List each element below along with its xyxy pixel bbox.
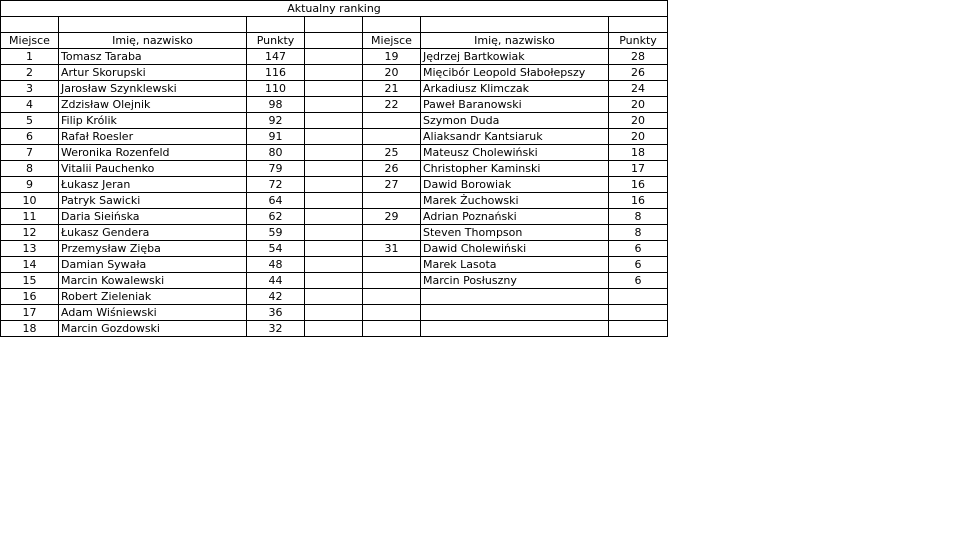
points-cell: 79: [247, 161, 305, 177]
points-cell: 91: [247, 129, 305, 145]
name-cell: Damian Sywała: [59, 257, 247, 273]
spacer-cell: [305, 273, 363, 289]
points-cell: 26: [609, 65, 668, 81]
name-cell: [421, 305, 609, 321]
blank-cell: [247, 17, 305, 33]
place-cell: 13: [1, 241, 59, 257]
spacer-cell: [305, 289, 363, 305]
header-place-right: Miejsce: [363, 33, 421, 49]
place-cell: 1: [1, 49, 59, 65]
place-cell: 8: [1, 161, 59, 177]
name-cell: Marek Lasota: [421, 257, 609, 273]
header-place-left: Miejsce: [1, 33, 59, 49]
spacer-cell: [305, 161, 363, 177]
spacer-cell: [305, 49, 363, 65]
name-cell: Arkadiusz Klimczak: [421, 81, 609, 97]
place-cell: [363, 305, 421, 321]
points-cell: [609, 289, 668, 305]
place-cell: 26: [363, 161, 421, 177]
place-cell: 2: [1, 65, 59, 81]
points-cell: 20: [609, 129, 668, 145]
place-cell: 7: [1, 145, 59, 161]
table-row: [1, 81, 668, 97]
points-cell: 20: [609, 97, 668, 113]
place-cell: 11: [1, 209, 59, 225]
name-cell: Rafał Roesler: [59, 129, 247, 145]
spacer-cell: [305, 241, 363, 257]
header-name-right: Imię, nazwisko: [421, 33, 609, 49]
name-cell: Przemysław Zięba: [59, 241, 247, 257]
points-cell: [609, 321, 668, 337]
spacer-cell: [305, 177, 363, 193]
points-cell: 64: [247, 193, 305, 209]
table-row: [1, 65, 668, 81]
name-cell: Daria Sieińska: [59, 209, 247, 225]
spacer-cell: [305, 113, 363, 129]
title-row: [1, 1, 668, 17]
blank-cell: [59, 17, 247, 33]
name-cell: Mateusz Cholewiński: [421, 145, 609, 161]
points-cell: 59: [247, 225, 305, 241]
points-cell: 20: [609, 113, 668, 129]
name-cell: Jędrzej Bartkowiak: [421, 49, 609, 65]
blank-cell: [421, 17, 609, 33]
spacer-cell: [305, 305, 363, 321]
table-row: [1, 225, 668, 241]
name-cell: [421, 289, 609, 305]
points-cell: 32: [247, 321, 305, 337]
table-row: [1, 209, 668, 225]
name-cell: Zdzisław Olejnik: [59, 97, 247, 113]
place-cell: 29: [363, 209, 421, 225]
points-cell: 17: [609, 161, 668, 177]
points-cell: 18: [609, 145, 668, 161]
ranking-table: [0, 0, 668, 337]
name-cell: Filip Królik: [59, 113, 247, 129]
place-cell: 6: [1, 129, 59, 145]
points-cell: 147: [247, 49, 305, 65]
name-cell: Adam Wiśniewski: [59, 305, 247, 321]
place-cell: 20: [363, 65, 421, 81]
place-cell: 27: [363, 177, 421, 193]
points-cell: 16: [609, 193, 668, 209]
points-cell: 110: [247, 81, 305, 97]
spacer-cell: [305, 33, 363, 49]
name-cell: Dawid Cholewiński: [421, 241, 609, 257]
points-cell: 8: [609, 209, 668, 225]
name-cell: Marcin Posłuszny: [421, 273, 609, 289]
table-row: [1, 241, 668, 257]
points-cell: 80: [247, 145, 305, 161]
points-cell: 62: [247, 209, 305, 225]
name-cell: Jarosław Szynklewski: [59, 81, 247, 97]
place-cell: [363, 193, 421, 209]
blank-row: [1, 17, 668, 33]
place-cell: [363, 257, 421, 273]
spacer-cell: [305, 193, 363, 209]
place-cell: [363, 225, 421, 241]
spacer-cell: [305, 65, 363, 81]
name-cell: [421, 321, 609, 337]
points-cell: 16: [609, 177, 668, 193]
place-cell: 3: [1, 81, 59, 97]
table-row: [1, 145, 668, 161]
table-row: [1, 193, 668, 209]
name-cell: Marcin Kowalewski: [59, 273, 247, 289]
name-cell: Dawid Borowiak: [421, 177, 609, 193]
spacer-cell: [305, 129, 363, 145]
points-cell: 24: [609, 81, 668, 97]
place-cell: [363, 321, 421, 337]
table-title: Aktualny ranking: [1, 1, 668, 17]
place-cell: 16: [1, 289, 59, 305]
place-cell: 14: [1, 257, 59, 273]
place-cell: [363, 289, 421, 305]
table-row: [1, 305, 668, 321]
points-cell: 6: [609, 273, 668, 289]
place-cell: 4: [1, 97, 59, 113]
place-cell: 25: [363, 145, 421, 161]
place-cell: 22: [363, 97, 421, 113]
name-cell: Aliaksandr Kantsiaruk: [421, 129, 609, 145]
place-cell: [363, 129, 421, 145]
name-cell: Marek Żuchowski: [421, 193, 609, 209]
points-cell: 44: [247, 273, 305, 289]
header-row: [1, 33, 668, 49]
name-cell: Tomasz Taraba: [59, 49, 247, 65]
name-cell: Steven Thompson: [421, 225, 609, 241]
spacer-cell: [305, 225, 363, 241]
name-cell: Christopher Kaminski: [421, 161, 609, 177]
points-cell: 28: [609, 49, 668, 65]
points-cell: 116: [247, 65, 305, 81]
table-row: [1, 321, 668, 337]
points-cell: 92: [247, 113, 305, 129]
place-cell: 17: [1, 305, 59, 321]
points-cell: [609, 305, 668, 321]
name-cell: Vitalii Pauchenko: [59, 161, 247, 177]
name-cell: Paweł Baranowski: [421, 97, 609, 113]
name-cell: Szymon Duda: [421, 113, 609, 129]
points-cell: 36: [247, 305, 305, 321]
blank-cell: [1, 17, 59, 33]
place-cell: [363, 113, 421, 129]
points-cell: 54: [247, 241, 305, 257]
header-points-left: Punkty: [247, 33, 305, 49]
name-cell: Łukasz Jeran: [59, 177, 247, 193]
blank-cell: [305, 17, 363, 33]
table-row: [1, 97, 668, 113]
table-row: [1, 289, 668, 305]
name-cell: Patryk Sawicki: [59, 193, 247, 209]
spacer-cell: [305, 97, 363, 113]
spacer-cell: [305, 209, 363, 225]
spacer-cell: [305, 321, 363, 337]
table-row: [1, 129, 668, 145]
table-row: [1, 113, 668, 129]
blank-cell: [363, 17, 421, 33]
name-cell: Weronika Rozenfeld: [59, 145, 247, 161]
points-cell: 42: [247, 289, 305, 305]
place-cell: 5: [1, 113, 59, 129]
name-cell: Robert Zieleniak: [59, 289, 247, 305]
name-cell: Artur Skorupski: [59, 65, 247, 81]
name-cell: Marcin Gozdowski: [59, 321, 247, 337]
name-cell: Mięcibór Leopold Słabołepszy: [421, 65, 609, 81]
table-row: [1, 257, 668, 273]
place-cell: 19: [363, 49, 421, 65]
place-cell: 18: [1, 321, 59, 337]
place-cell: 12: [1, 225, 59, 241]
points-cell: 6: [609, 257, 668, 273]
points-cell: 72: [247, 177, 305, 193]
place-cell: 10: [1, 193, 59, 209]
name-cell: Adrian Poznański: [421, 209, 609, 225]
table-row: [1, 273, 668, 289]
points-cell: 98: [247, 97, 305, 113]
place-cell: 9: [1, 177, 59, 193]
blank-cell: [609, 17, 668, 33]
place-cell: [363, 273, 421, 289]
place-cell: 21: [363, 81, 421, 97]
table-row: [1, 161, 668, 177]
name-cell: Łukasz Gendera: [59, 225, 247, 241]
table-row: [1, 49, 668, 65]
spacer-cell: [305, 81, 363, 97]
points-cell: 48: [247, 257, 305, 273]
spacer-cell: [305, 145, 363, 161]
header-name-left: Imię, nazwisko: [59, 33, 247, 49]
header-points-right: Punkty: [609, 33, 668, 49]
place-cell: 15: [1, 273, 59, 289]
points-cell: 6: [609, 241, 668, 257]
table-row: [1, 177, 668, 193]
points-cell: 8: [609, 225, 668, 241]
place-cell: 31: [363, 241, 421, 257]
spacer-cell: [305, 257, 363, 273]
